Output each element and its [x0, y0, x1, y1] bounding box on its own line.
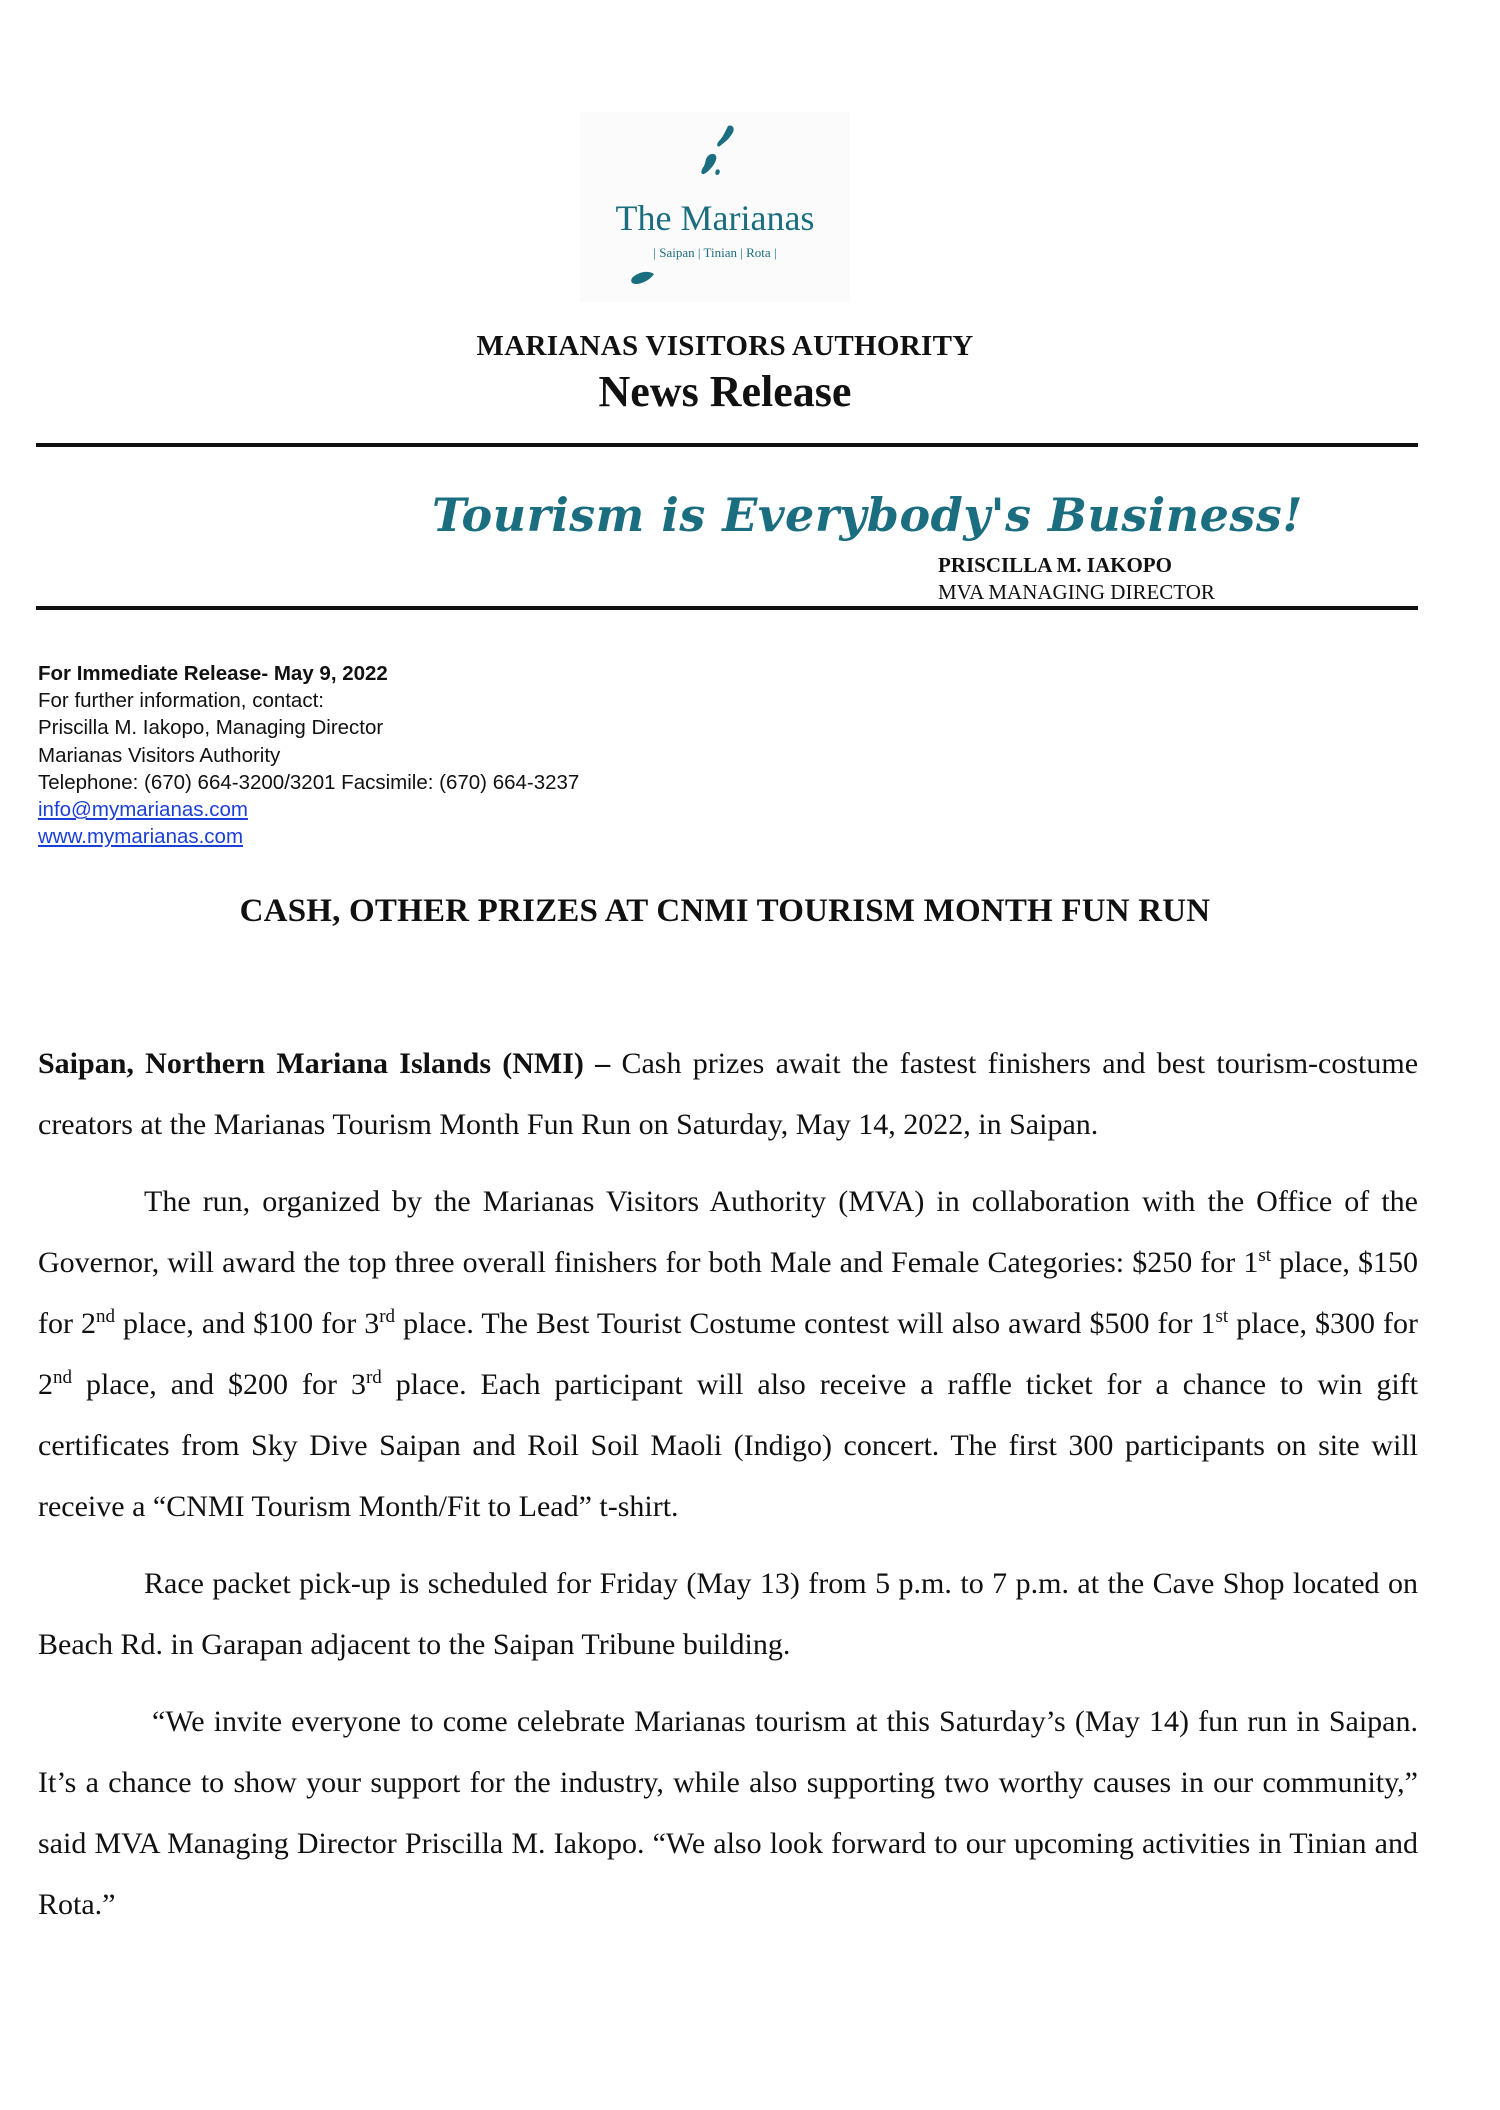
- organization-name: MARIANAS VISITORS AUTHORITY: [476, 330, 974, 362]
- logo-island-rota: Rota: [746, 245, 771, 260]
- dateline: Saipan, Northern Mariana Islands (NMI) –: [38, 1047, 611, 1080]
- tagline: Tourism is Everybody's Business!: [432, 488, 1303, 542]
- header-divider-bottom: [36, 606, 1418, 610]
- document-type-title: News Release: [598, 367, 852, 416]
- contact-phone: Telephone: (670) 664-3200/3201 Facsimile: (670) 664-3237: [38, 770, 580, 794]
- director-title: MVA MANAGING DIRECTOR: [938, 580, 1215, 604]
- article-body: [38, 1033, 1418, 1935]
- contact-person: Priscilla M. Iakopo, Managing Director: [38, 716, 384, 740]
- further-info-label: For further information, contact:: [38, 689, 324, 713]
- email-link[interactable]: info@mymarianas.com: [38, 798, 248, 822]
- paragraph-4: “We invite everyone to come celebrate Marianas tourism at this Saturday’s (May 14) fun run in Saipan. It’s a chance to show your support for the industry, while also supporting two worthy causes in our community,” said MVA Managing Director Priscilla M. Iakopo. “We also look forward to our upcoming activities in Tinian and Rota.”: [38, 1705, 1418, 1921]
- paragraph-2: The run, organized by the Marianas Visitors Authority (MVA) in collaboration with the Office of the Governor, will award the top three overall finishers for both Male and Female Categories: $250 for 1st place, $150 for 2nd place, and $100 for 3rd place. The Best Tourist Costume contest will also award $500 for 1st place, $300 for 2nd place, and $200 for 3rd place. Each participant will also receive a raffle ticket for a chance to win gift certificates from Sky Dive Saipan and Roil Soil Maoli (Indigo) concert. The first 300 participants on site will receive a “CNMI Tourism Month/Fit to Lead” t-shirt.: [38, 1185, 1419, 1523]
- logo-title: The Marianas: [615, 198, 815, 238]
- release-date: For Immediate Release- May 9, 2022: [38, 662, 388, 685]
- paragraph-3: Race packet pick-up is scheduled for Friday (May 13) from 5 p.m. to 7 p.m. at the Cave Shop located on Beach Rd. in Garapan adjacent to the Saipan Tribune building.: [38, 1567, 1418, 1661]
- website-link[interactable]: www.mymarianas.com: [38, 825, 244, 849]
- director-name: PRISCILLA M. IAKOPO: [938, 553, 1172, 577]
- contact-block: [38, 660, 579, 850]
- contact-organization: Marianas Visitors Authority: [38, 743, 281, 767]
- paragraph-1: Saipan, Northern Mariana Islands (NMI) – Cash prizes await the fastest finishers and best tourism-costume creators at the Marianas Tourism Month Fun Run on Saturday, May 14, 2022, in Saipan.: [38, 1047, 1419, 1141]
- marianas-logo: [580, 112, 850, 302]
- svg-text:| Saipan | Tinian | Rota: | Saipan | Tinian | Rota |: [653, 245, 777, 260]
- logo-island-tinian: Tinian: [703, 245, 738, 260]
- headline: CASH, OTHER PRIZES AT CNMI TOURISM MONTH FUN RUN: [239, 893, 1211, 929]
- director-block: [938, 552, 1215, 606]
- logo-island-saipan: Saipan: [659, 245, 695, 260]
- header-divider-top: [36, 443, 1418, 447]
